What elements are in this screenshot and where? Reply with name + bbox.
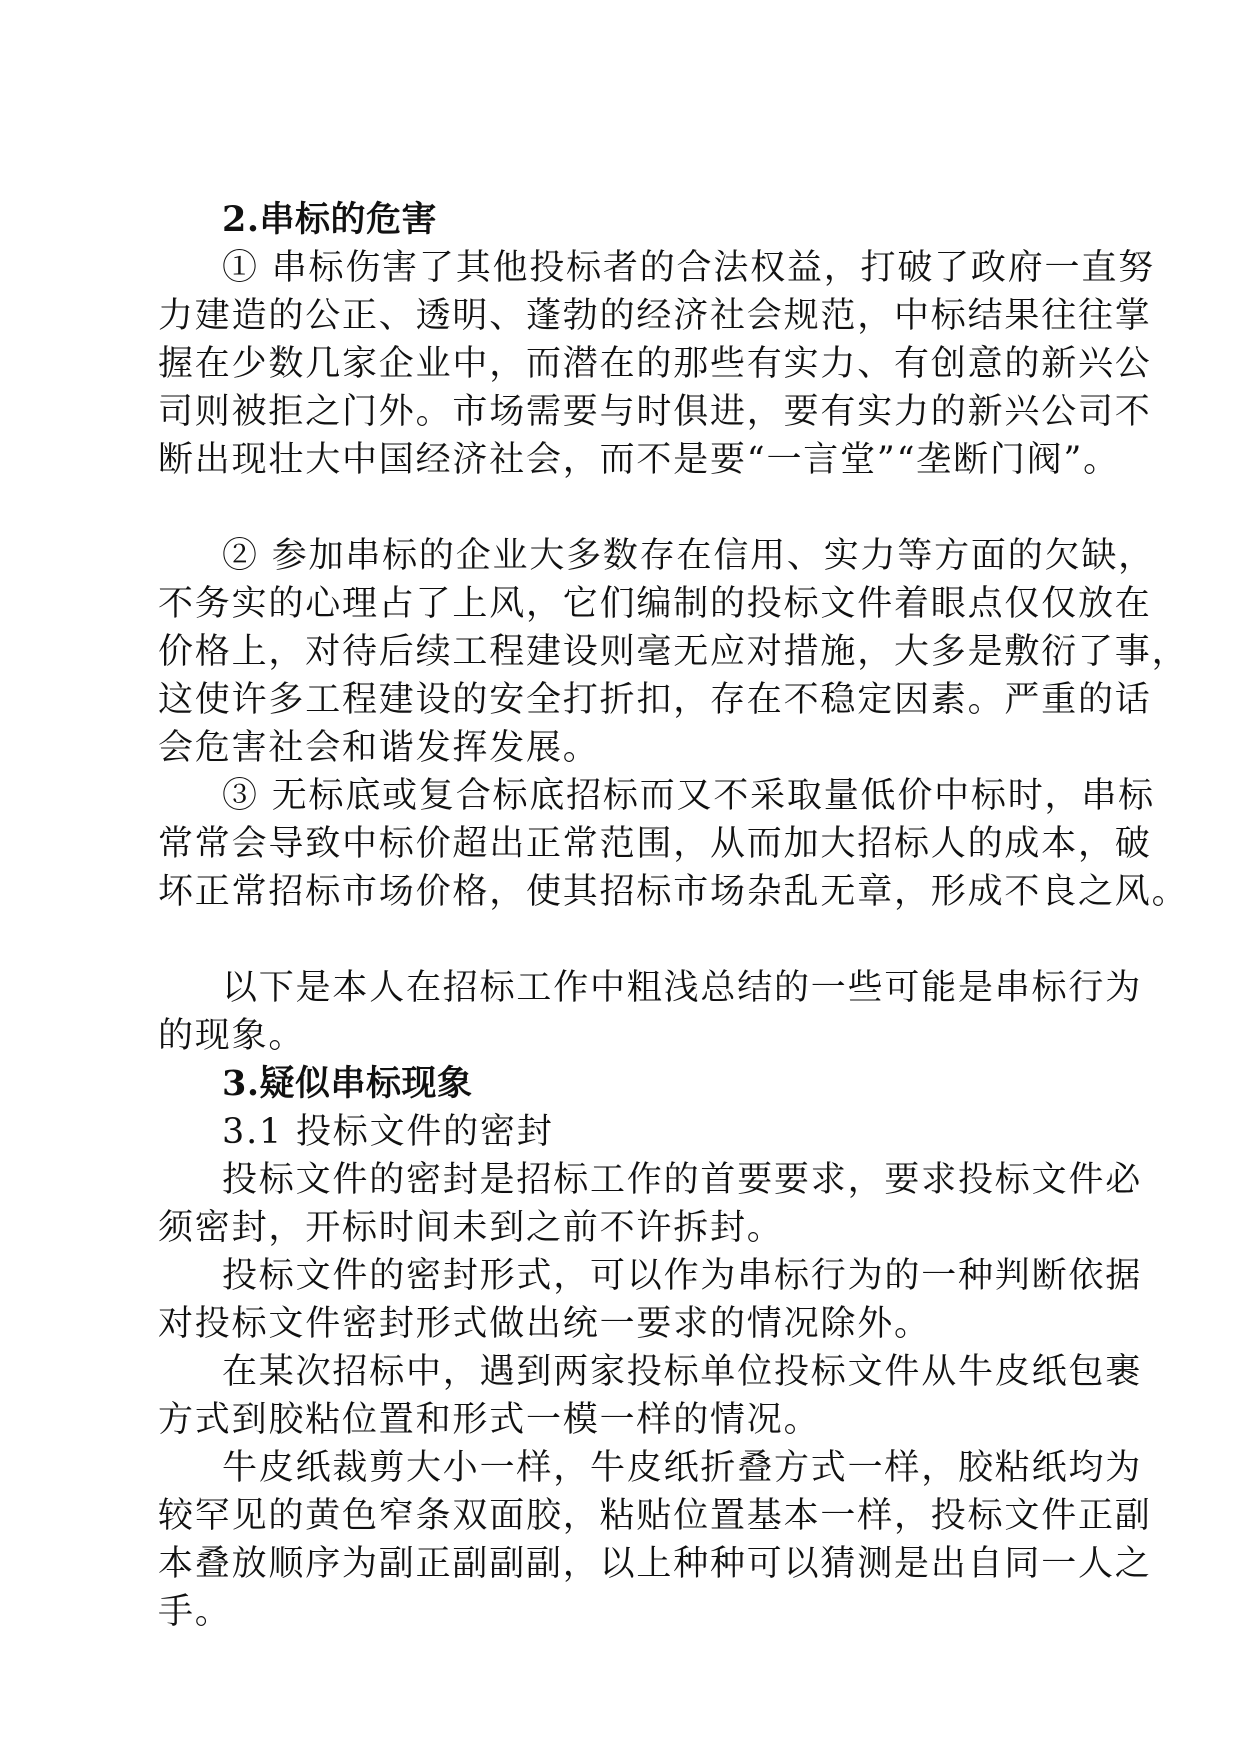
text-line: 投标文件的密封是招标工作的首要要求，要求投标文件必 xyxy=(222,1160,1143,1200)
paragraph-sealing-3 xyxy=(158,1348,1143,1444)
text-line: 价格上，对待后续工程建设则毫无应对措施，大多是敷衍了事， xyxy=(158,632,1189,672)
text-line: ② 参加串标的企业大多数存在信用、实力等方面的欠缺， xyxy=(222,536,1155,576)
subsection-heading-sealing: 3.1 投标文件的密封 xyxy=(222,1112,554,1152)
text-line: 手。 xyxy=(158,1592,232,1632)
text-line: 以下是本人在招标工作中粗浅总结的一些可能是串标行为 xyxy=(222,968,1143,1008)
paragraph-harm-2 xyxy=(158,532,1189,772)
text-line: ③ 无标底或复合标底招标而又不采取量低价中标时，串标 xyxy=(222,776,1155,816)
section-heading-harms: 2.串标的危害 xyxy=(222,199,438,240)
text-line: 方式到胶粘位置和形式一模一样的情况。 xyxy=(158,1400,821,1440)
text-line: 断出现壮大中国经济社会，而不是要“一言堂”“垄断门阀”。 xyxy=(158,440,1120,480)
paragraph-sealing-2 xyxy=(158,1252,1143,1348)
text-line: 常常会导致中标价超出正常范围，从而加大招标人的成本，破 xyxy=(158,824,1152,864)
text-line: ① 串标伤害了其他投标者的合法权益，打破了政府一直努 xyxy=(222,248,1155,288)
document-body xyxy=(158,196,1189,1636)
text-line: 会危害社会和谐发挥发展。 xyxy=(158,728,600,768)
text-line: 对投标文件密封形式做出统一要求的情况除外。 xyxy=(158,1304,931,1344)
text-line: 投标文件的密封形式，可以作为串标行为的一种判断依据 xyxy=(222,1256,1143,1296)
text-line: 在某次招标中，遇到两家投标单位投标文件从牛皮纸包裹 xyxy=(222,1352,1143,1392)
text-line: 坏正常招标市场价格，使其招标市场杂乱无章，形成不良之风。 xyxy=(158,872,1189,912)
text-line: 力建造的公正、透明、蓬勃的经济社会规范，中标结果往往掌 xyxy=(158,296,1152,336)
paragraph-harm-3 xyxy=(158,772,1189,916)
text-line: 须密封，开标时间未到之前不许拆封。 xyxy=(158,1208,784,1248)
text-line: 这使许多工程建设的安全打折扣，存在不稳定因素。严重的话 xyxy=(158,680,1152,720)
text-line: 司则被拒之门外。市场需要与时俱进，要有实力的新兴公司不 xyxy=(158,392,1152,432)
text-line: 握在少数几家企业中，而潜在的那些有实力、有创意的新兴公 xyxy=(158,344,1152,384)
section-heading-suspected: 3.疑似串标现象 xyxy=(222,1063,473,1104)
paragraph-intro xyxy=(158,964,1143,1060)
paragraph-harm-1 xyxy=(158,244,1155,484)
paragraph-sealing-4 xyxy=(158,1444,1152,1636)
paragraph-gap xyxy=(158,484,1080,532)
text-line: 牛皮纸裁剪大小一样，牛皮纸折叠方式一样，胶粘纸均为 xyxy=(222,1448,1143,1488)
paragraph-sealing-1 xyxy=(158,1156,1143,1252)
paragraph-gap xyxy=(158,916,1080,964)
text-line: 本叠放顺序为副正副副副，以上种种可以猜测是出自同一人之 xyxy=(158,1544,1152,1584)
text-line: 的现象。 xyxy=(158,1016,306,1056)
text-line: 不务实的心理占了上风，它们编制的投标文件着眼点仅仅放在 xyxy=(158,584,1152,624)
text-line: 较罕见的黄色窄条双面胶，粘贴位置基本一样，投标文件正副 xyxy=(158,1496,1152,1536)
